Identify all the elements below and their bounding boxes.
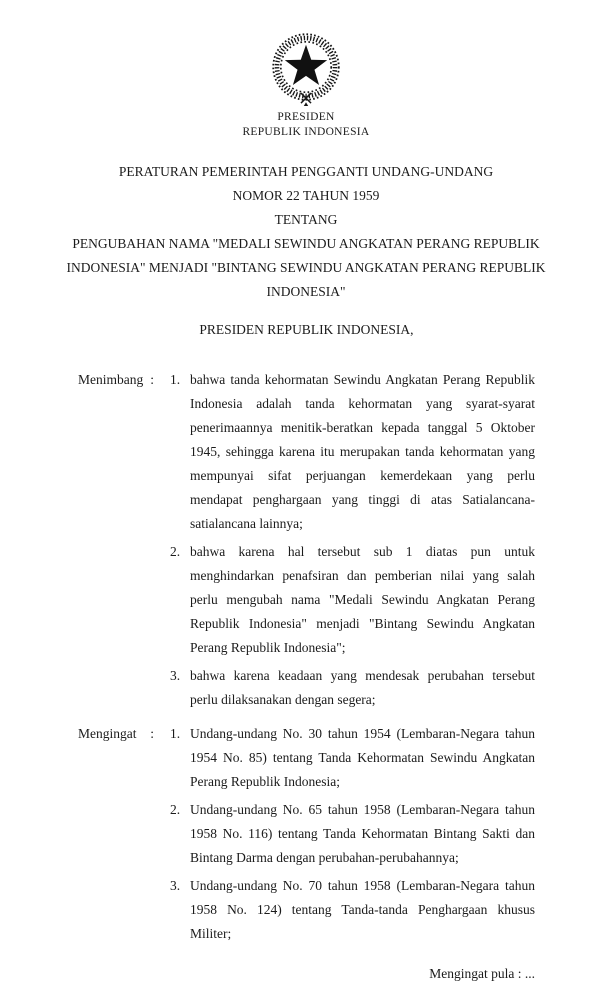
list-item: [170, 798, 535, 870]
document-title: [60, 160, 552, 304]
section-label-text: Mengingat: [78, 726, 137, 741]
item-text: Undang-undang No. 70 tahun 1958 (Lembaran-Negara tahun 1958 No. 124) tentang Tanda-tanda Penghargaan khusus Militer;: [190, 878, 535, 941]
document-body: [78, 368, 535, 946]
section-label: [78, 368, 154, 392]
presidential-seal-icon: [264, 25, 348, 109]
section-mengingat: [78, 722, 535, 946]
seal-container: [0, 25, 612, 109]
item-text: Undang-undang No. 30 tahun 1954 (Lembaran-Negara tahun 1954 No. 85) tentang Tanda Kehormatan Sewindu Angkatan Perang Republik Indonesia;: [190, 726, 535, 789]
item-text: bahwa tanda kehormatan Sewindu Angkatan Perang Republik Indonesia adalah tanda kehormatan yang syarat-syarat penerimaannya menitik-beratkan kepada tanggal 5 Oktober 1945, sehingga karena itu merupakan tanda kehormatan yang mempunyai sifat perjuangan kemerdekaan yang perlu mendapat penghargaan yang tinggi di atas Satialancana-satialancana lainnya;: [190, 372, 535, 531]
title-line: PERATURAN PEMERINTAH PENGGANTI UNDANG-UNDANG: [118, 164, 494, 179]
item-text: Undang-undang No. 65 tahun 1958 (Lembaran-Negara tahun 1958 No. 116) tentang Tanda Kehormatan Bintang Sakti dan Bintang Darma dengan perubahan-perubahannya;: [190, 802, 535, 865]
section-label-colon: :: [150, 372, 154, 387]
list-item: [170, 540, 535, 660]
section-label: [78, 722, 154, 746]
list-item: [170, 722, 535, 794]
item-number: 3.: [170, 878, 181, 893]
section-label-colon: :: [150, 726, 154, 741]
item-number: 2.: [170, 544, 181, 559]
section-label-text: Menimbang: [78, 372, 144, 387]
letterhead: [0, 110, 612, 140]
section-menimbang: [78, 368, 535, 712]
title-line: NOMOR 22 TAHUN 1959: [232, 188, 380, 203]
item-text: bahwa karena keadaan yang mendesak perubahan tersebut perlu dilaksanakan dengan segera;: [190, 668, 535, 707]
menimbang-list: [170, 368, 535, 712]
title-line: INDONESIA" MENJADI "BINTANG SEWINDU ANGKATAN PERANG REPUBLIK: [66, 260, 546, 275]
item-number: 1.: [170, 726, 181, 741]
page-continuation-marker: Mengingat pula : ...: [429, 966, 535, 981]
document-page: [0, 25, 612, 981]
title-line: TENTANG: [274, 212, 338, 227]
star-icon: [285, 45, 327, 85]
item-text: bahwa karena hal tersebut sub 1 diatas pun untuk menghindarkan penafsiran dan pemberian nilai yang salah perlu mengubah nama "Medali Sewindu Angkatan Perang Republik Indonesia" menjadi "Bintang Sewindu Angkatan Perang Republik Indonesia";: [190, 544, 535, 655]
list-item: [170, 664, 535, 712]
title-line: INDONESIA": [266, 284, 346, 299]
letterhead-line-republik: REPUBLIK INDONESIA: [242, 126, 370, 138]
letterhead-line-presiden: PRESIDEN: [277, 111, 335, 123]
list-item: [170, 368, 535, 536]
mengingat-list: [170, 722, 535, 946]
title-line: PENGUBAHAN NAMA "MEDALI SEWINDU ANGKATAN PERANG REPUBLIK: [72, 236, 540, 251]
item-number: 3.: [170, 668, 181, 683]
list-item: [170, 874, 535, 946]
item-number: 2.: [170, 802, 181, 817]
item-number: 1.: [170, 372, 181, 387]
salutation: PRESIDEN REPUBLIK INDONESIA,: [199, 322, 414, 337]
